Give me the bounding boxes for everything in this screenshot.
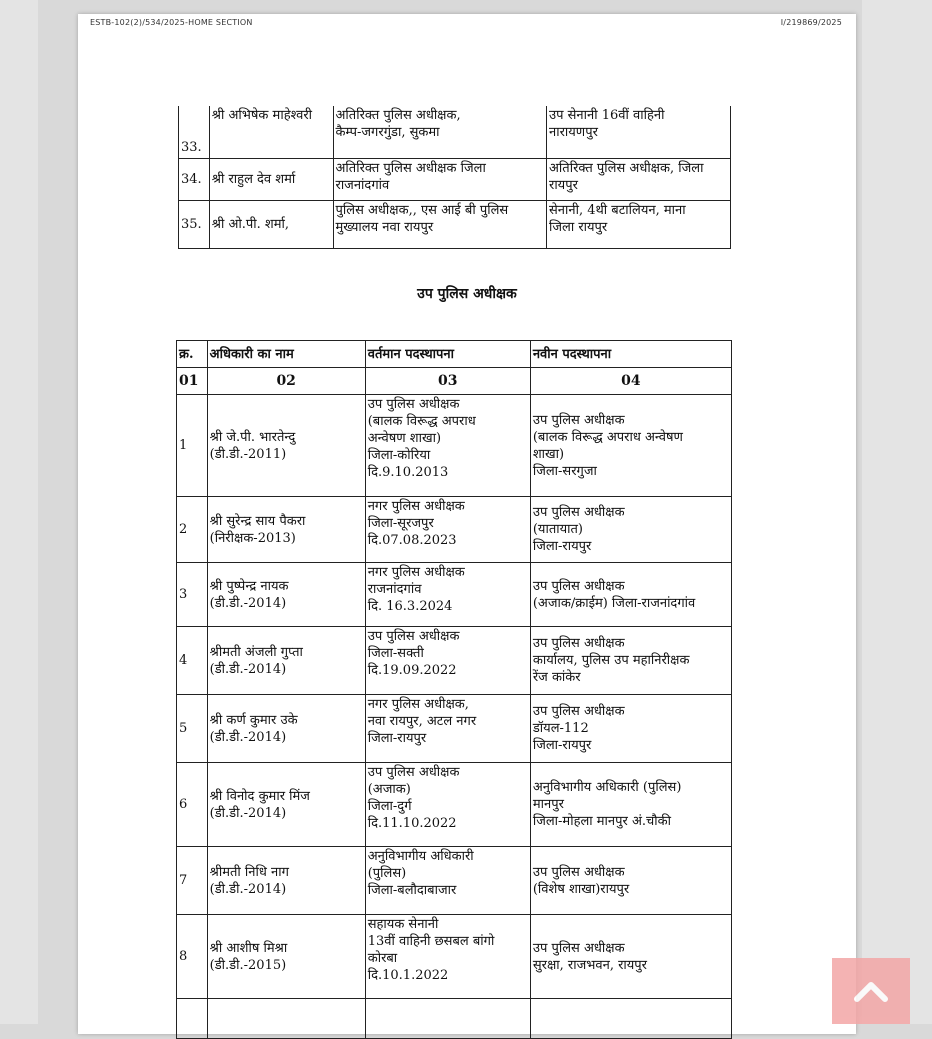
new-posting-cell: अनुविभागीय अधिकारी (पुलिस) मानपुर जिला-मोहला मानपुर अं.चौकी	[530, 763, 731, 847]
header-current-posting: वर्तमान पदस्थापना	[365, 341, 530, 368]
name-cell: श्री अभिषेक माहेश्वरी	[209, 106, 333, 158]
name-cell: श्रीमती निधि नाग (डी.डी.-2014)	[207, 847, 365, 915]
chevron-up-icon	[851, 977, 891, 1005]
index-cell: 04	[530, 368, 731, 395]
current-posting-cell: नगर पुलिस अधीक्षक, नवा रायपुर, अटल नगर जिला-रायपुर	[365, 695, 530, 763]
serial-cell: 1	[177, 395, 208, 497]
dsp-transfer-table	[176, 340, 732, 1039]
serial-cell: 3	[177, 563, 208, 627]
name-cell: श्री पुष्पेन्द्र नायक (डी.डी.-2014)	[207, 563, 365, 627]
new-posting-cell: सेनानी, 4थी बटालियन, माना जिला रायपुर	[547, 200, 731, 248]
serial-cell: 33.	[179, 106, 210, 158]
scroll-to-top-button[interactable]	[832, 958, 910, 1024]
table-row	[179, 200, 731, 248]
new-posting-cell: उप पुलिस अधीक्षक (बालक विरूद्ध अपराध अन्वेषण शाखा) जिला-सरगुजा	[530, 395, 731, 497]
current-posting-cell: अनुविभागीय अधिकारी (पुलिस) जिला-बलौदाबाजार	[365, 847, 530, 915]
name-cell: श्रीमती अंजली गुप्ता (डी.डी.-2014)	[207, 627, 365, 695]
new-posting-cell: उप पुलिस अधीक्षक सुरक्षा, राजभवन, रायपुर	[530, 915, 731, 999]
name-cell: श्री आशीष मिश्रा (डी.डी.-2015)	[207, 915, 365, 999]
index-cell: 02	[207, 368, 365, 395]
name-cell: श्री राहुल देव शर्मा	[209, 158, 333, 200]
section-title: उप पुलिस अधीक्षक	[417, 286, 517, 302]
new-posting-cell: अतिरिक्त पुलिस अधीक्षक, जिला रायपुर	[547, 158, 731, 200]
new-posting-cell: उप पुलिस अधीक्षक (यातायात) जिला-रायपुर	[530, 497, 731, 563]
serial-cell: 35.	[179, 200, 210, 248]
serial-cell: 8	[177, 915, 208, 999]
new-posting-cell: उप पुलिस अधीक्षक डॉयल-112 जिला-रायपुर	[530, 695, 731, 763]
current-posting-cell: उप पुलिस अधीक्षक जिला-सक्ती दि.19.09.2022	[365, 627, 530, 695]
serial-cell: 4	[177, 627, 208, 695]
serial-cell: 2	[177, 497, 208, 563]
new-posting-cell: उप पुलिस अधीक्षक (विशेष शाखा)रायपुर	[530, 847, 731, 915]
table-header-row	[177, 341, 732, 368]
table-row	[177, 999, 732, 1039]
table-row	[177, 695, 732, 763]
table-row	[179, 106, 731, 158]
table-row	[177, 497, 732, 563]
header-new-posting: नवीन पदस्थापना	[530, 341, 731, 368]
name-cell: श्री कर्ण कुमार उके (डी.डी.-2014)	[207, 695, 365, 763]
serial-cell: 5	[177, 695, 208, 763]
name-cell: श्री सुरेन्द्र साय पैकरा (निरीक्षक-2013)	[207, 497, 365, 563]
header-officer-name: अधिकारी का नाम	[207, 341, 365, 368]
current-posting-cell: पुलिस अधीक्षक,, एस आई बी पुलिस मुख्यालय नवा रायपुर	[333, 200, 547, 248]
current-posting-cell: सहायक सेनानी 13वीं वाहिनी छसबल बांगो कोरबा दि.10.1.2022	[365, 915, 530, 999]
table-row	[177, 915, 732, 999]
document-page	[78, 14, 856, 1034]
index-cell: 03	[365, 368, 530, 395]
viewer-gutter-right	[862, 0, 932, 1024]
name-cell: श्री ओ.पी. शर्मा,	[209, 200, 333, 248]
current-posting-cell: अतिरिक्त पुलिस अधीक्षक जिला राजनांदगांव	[333, 158, 547, 200]
document-number: I/219869/2025	[780, 18, 842, 27]
transfer-table-continued	[178, 106, 731, 249]
current-posting-cell: उप पुलिस अधीक्षक (बालक विरूद्ध अपराध अन्वेषण शाखा) जिला-कोरिया दि.9.10.2013	[365, 395, 530, 497]
table-row	[177, 627, 732, 695]
column-index-row	[177, 368, 732, 395]
serial-cell: 7	[177, 847, 208, 915]
table-row	[177, 847, 732, 915]
current-posting-cell: उप पुलिस अधीक्षक (अजाक) जिला-दुर्ग दि.11.10.2022	[365, 763, 530, 847]
name-cell: श्री जे.पी. भारतेन्दु (डी.डी.-2011)	[207, 395, 365, 497]
new-posting-cell: उप पुलिस अधीक्षक (अजाक/क्राईम) जिला-राजनांदगांव	[530, 563, 731, 627]
table-row	[177, 563, 732, 627]
name-cell: श्री विनोद कुमार मिंज (डी.डी.-2014)	[207, 763, 365, 847]
file-reference: ESTB-102(2)/534/2025-HOME SECTION	[90, 18, 253, 27]
viewer-gutter-left	[0, 0, 38, 1024]
new-posting-cell: उप सेनानी 16वीं वाहिनी नारायणपुर	[547, 106, 731, 158]
current-posting-cell: नगर पुलिस अधीक्षक राजनांदगांव दि. 16.3.2024	[365, 563, 530, 627]
table-row	[177, 395, 732, 497]
new-posting-cell: उप पुलिस अधीक्षक कार्यालय, पुलिस उप महानिरीक्षक रेंज कांकेर	[530, 627, 731, 695]
serial-cell: 6	[177, 763, 208, 847]
serial-cell: 34.	[179, 158, 210, 200]
current-posting-cell: नगर पुलिस अधीक्षक जिला-सूरजपुर दि.07.08.2023	[365, 497, 530, 563]
current-posting-cell: अतिरिक्त पुलिस अधीक्षक, कैम्प-जगरगुंडा, सुकमा	[333, 106, 547, 158]
table-row	[177, 763, 732, 847]
table-row	[179, 158, 731, 200]
index-cell: 01	[177, 368, 208, 395]
header-serial: क्र.	[177, 341, 208, 368]
